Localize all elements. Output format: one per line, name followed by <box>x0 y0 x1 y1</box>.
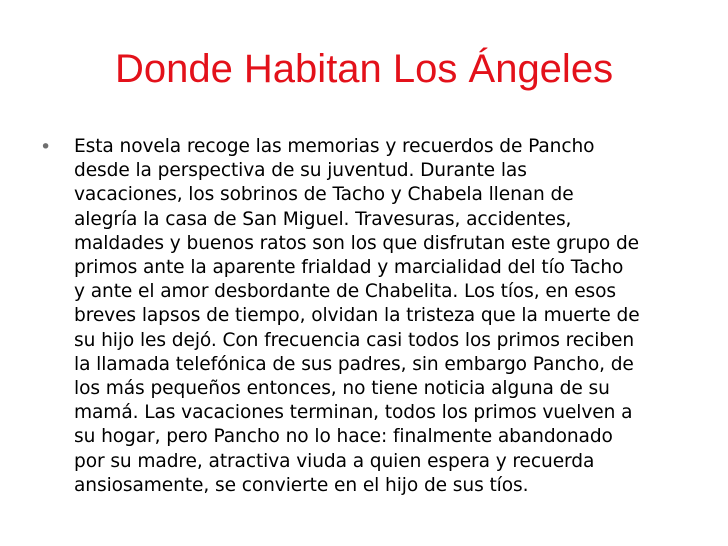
text-line: desde la perspectiva de su juventud. Durante las <box>74 160 527 182</box>
text-line: breves lapsos de tiempo, olvidan la tristeza que la muerte de <box>74 305 640 327</box>
text-line: mamá. Las vacaciones terminan, todos los primos vuelven a <box>74 402 633 424</box>
slide-title: Donde Habitan Los Ángeles <box>114 47 614 91</box>
text-line: la llamada telefónica de sus padres, sin embargo Pancho, de <box>74 353 634 375</box>
text-line: su hijo les dejó. Con frecuencia casi todos los primos reciben <box>74 329 635 351</box>
text-line: maldades y buenos ratos son los que disfrutan este grupo de <box>74 232 639 254</box>
bullet-marker: • <box>40 136 52 158</box>
bullet-text <box>74 135 694 498</box>
bullet-item <box>36 135 696 498</box>
text-line: y ante el amor desbordante de Chabelita. Los tíos, en esos <box>74 281 616 303</box>
text-line: ansiosamente, se convierte en el hijo de sus tíos. <box>74 474 529 496</box>
text-line: primos ante la aparente frialdad y marcialidad del tío Tacho <box>74 257 624 279</box>
slide-content <box>36 135 696 498</box>
text-line: su hogar, pero Pancho no lo hace: finalmente abandonado <box>74 426 613 448</box>
text-line: vacaciones, los sobrinos de Tacho y Chabela llenan de <box>74 184 574 206</box>
text-line: Esta novela recoge las memorias y recuerdos de Pancho <box>74 136 595 157</box>
text-line: los más pequeños entonces, no tiene noticia alguna de su <box>74 378 610 400</box>
text-line: alegría la casa de San Miguel. Travesuras, accidentes, <box>74 208 572 230</box>
text-line: por su madre, atractiva viuda a quien espera y recuerda <box>74 450 595 472</box>
